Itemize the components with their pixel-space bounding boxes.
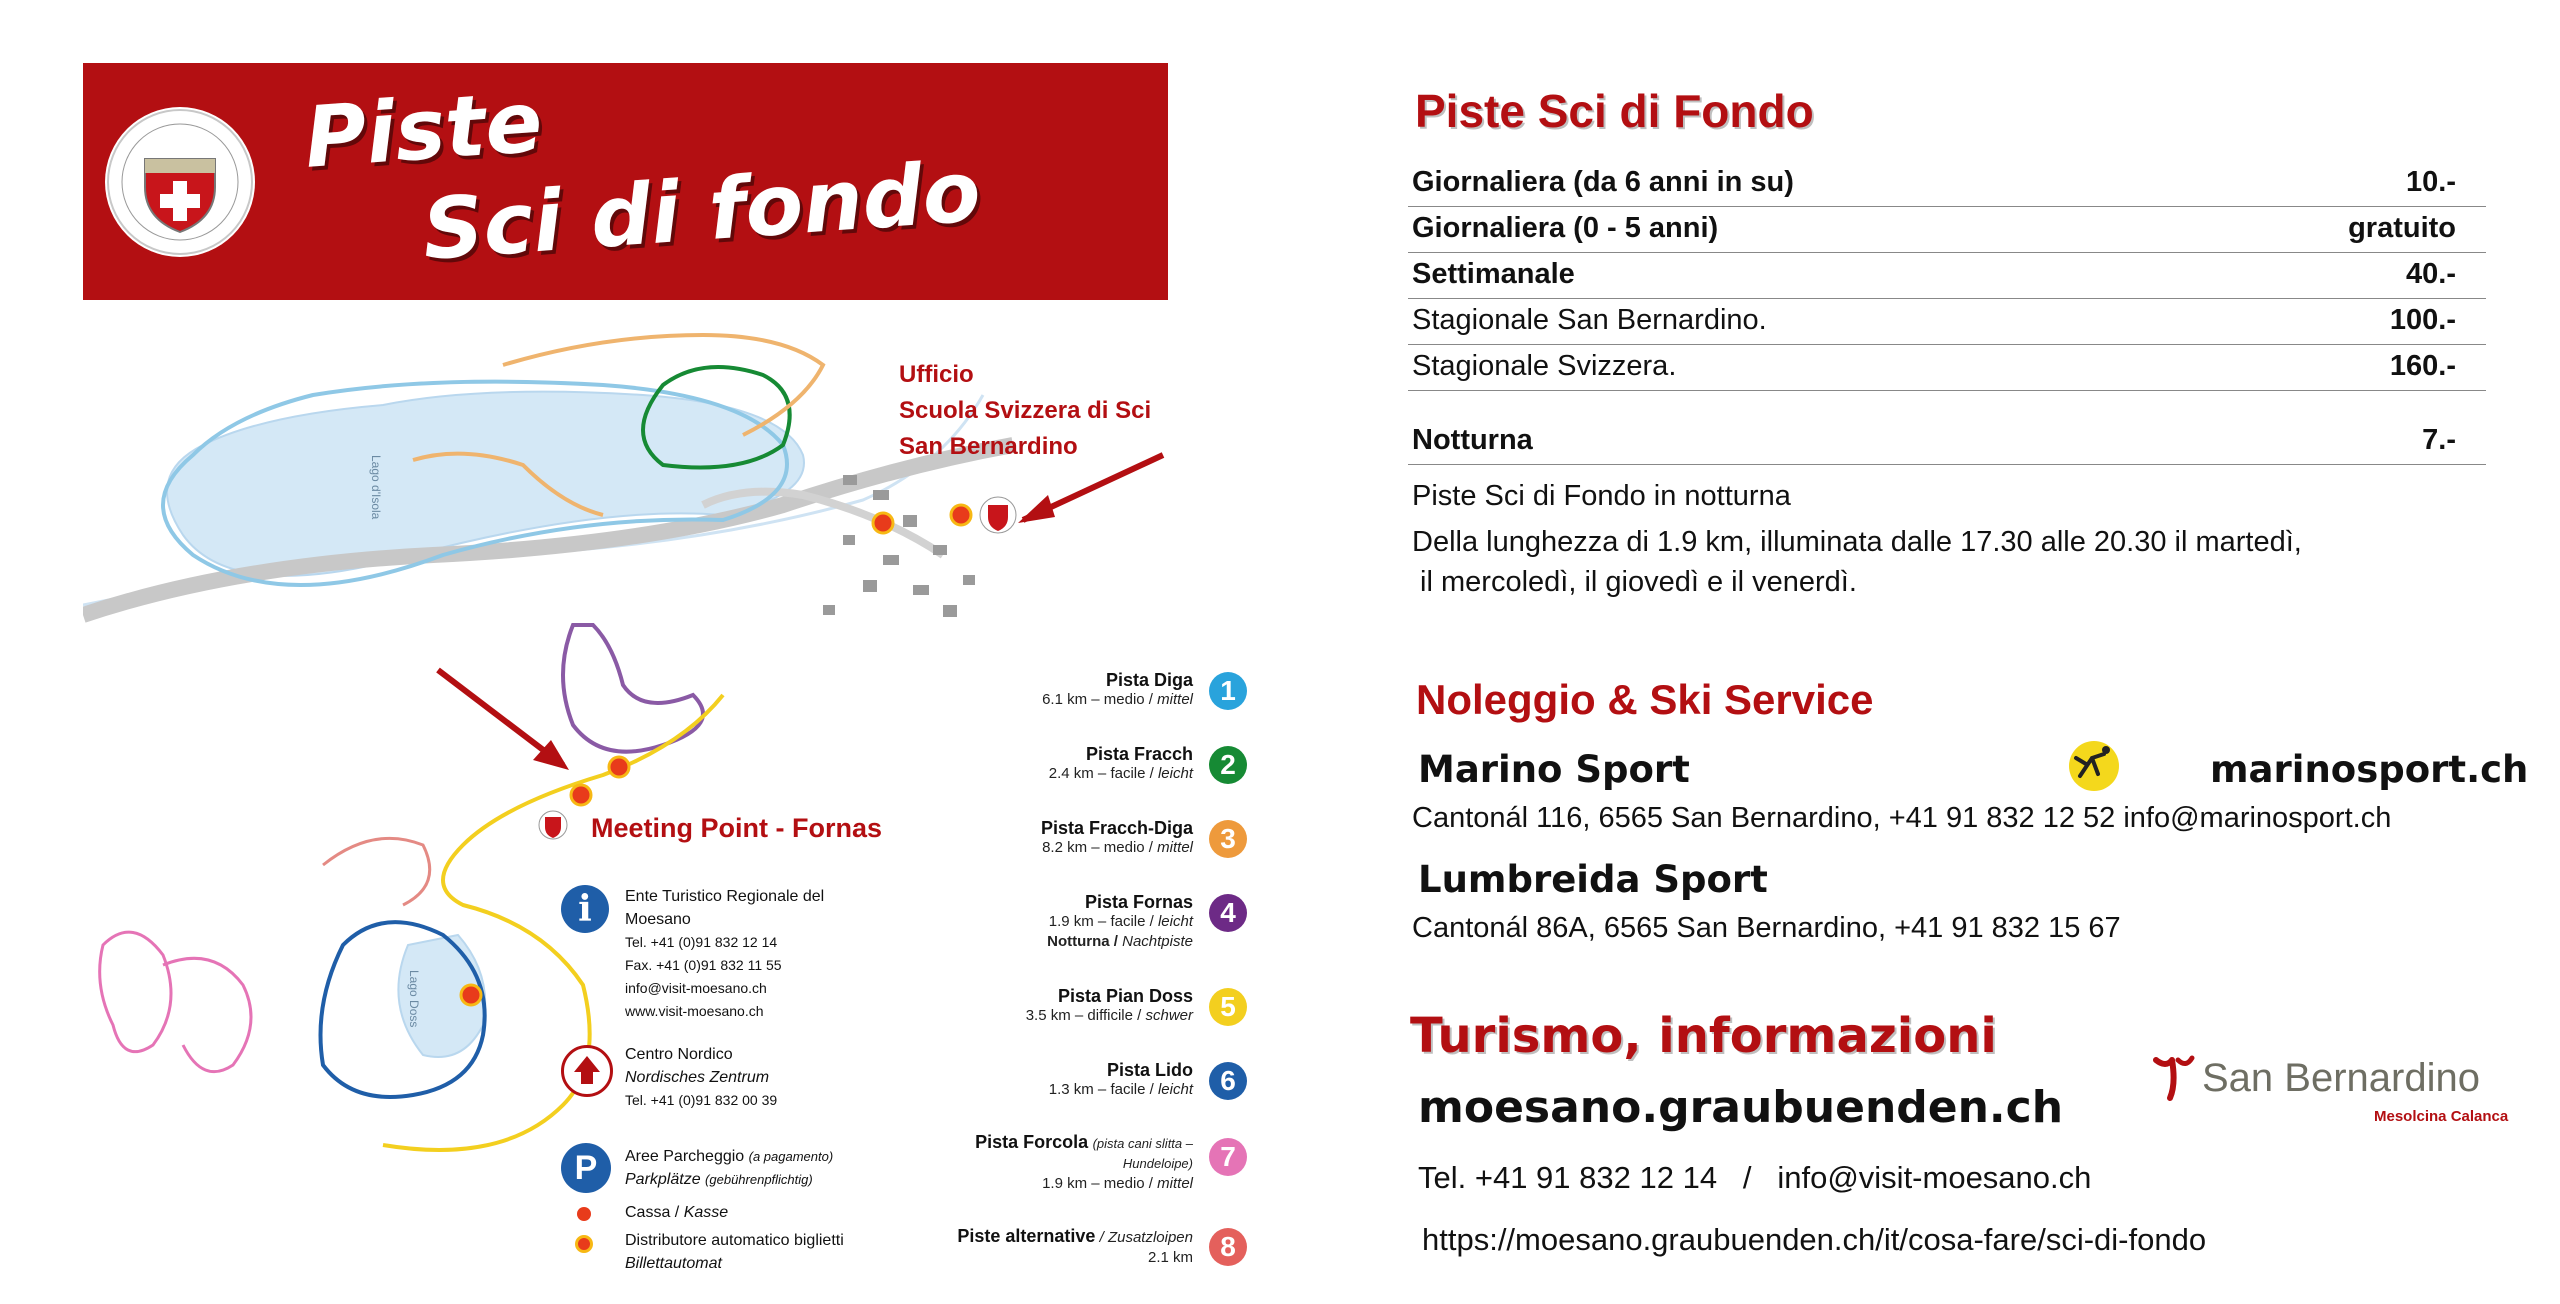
trail-name: Piste alternative	[957, 1226, 1096, 1246]
price-label: Notturna	[1412, 424, 1533, 456]
price-row	[1408, 298, 2486, 345]
nordic-line: Tel. +41 (0)91 832 00 39	[625, 1092, 778, 1108]
banner-title-line2: Sci di fondo	[419, 142, 984, 279]
trail-name-de: / Zusatzloipen	[1095, 1229, 1193, 1246]
price-label: Giornaliera (da 6 anni in su)	[1412, 166, 1794, 198]
trail-desc: 1.9 km – facile /	[1048, 913, 1158, 930]
banner-title-line1: Piste	[301, 72, 546, 187]
village-buildings	[823, 475, 995, 617]
trail-desc-de: leicht	[1157, 765, 1193, 782]
nordic-center-icon	[561, 1045, 613, 1097]
legend-trail-7	[975, 1132, 1193, 1194]
price-value: 7.-	[2422, 424, 2456, 456]
parking-note: (a pagamento)	[748, 1149, 834, 1164]
legend-trail-3	[1041, 818, 1193, 858]
trail-night-de: Nachtpiste	[1122, 933, 1193, 950]
cash-desk-text: Cassa /	[625, 1204, 684, 1221]
shop1-website[interactable]: marinosport.ch	[2210, 748, 2529, 791]
legend-trail-4	[1047, 892, 1193, 952]
lake-doss-label: Lago Doss	[407, 970, 421, 1028]
trail-note2: Hundeloipe)	[1122, 1156, 1193, 1171]
price-value: 100.-	[2389, 304, 2456, 336]
trail-desc: 2.4 km – facile /	[1048, 765, 1158, 782]
ente-line: Tel. +41 (0)91 832 12 14	[625, 934, 778, 950]
parking-label-de: Parkplätze	[625, 1171, 701, 1188]
title-banner	[83, 63, 1168, 300]
trail-3-badge: 3	[1209, 820, 1247, 858]
shop1-name: Marino Sport	[1418, 748, 1690, 791]
cash-desk-label	[625, 1201, 728, 1224]
ente-line: Fax. +41 (0)91 832 11 55	[625, 957, 782, 973]
parking-icon: P	[561, 1143, 611, 1193]
rental-title: Noleggio & Ski Service	[1416, 676, 1874, 723]
ticket-machine-icon	[575, 1235, 593, 1253]
price-value: 160.-	[2389, 350, 2456, 382]
trail-name: Pista Diga	[1105, 670, 1193, 690]
office-label-line1: Ufficio	[899, 361, 974, 388]
legend-trail-5	[1026, 986, 1193, 1026]
cash-desk-text-de: Kasse	[683, 1204, 729, 1221]
legend-trail-8	[957, 1226, 1193, 1268]
san-bernardino-logo-sub: Mesolcina Calanca	[2374, 1108, 2509, 1125]
parking-label: Aree Parcheggio	[625, 1148, 745, 1165]
price-row	[1408, 206, 2486, 253]
trail-desc-de: mittel	[1157, 839, 1193, 856]
trail-desc-de: mittel	[1157, 691, 1193, 708]
parking-note-de: (gebührenpflichtig)	[705, 1172, 813, 1187]
price-value: 10.-	[2406, 166, 2456, 198]
trail-desc-de: leicht	[1157, 913, 1193, 930]
ente-line: Ente Turistico Regionale del	[625, 888, 825, 905]
price-row	[1408, 252, 2486, 299]
trail-name: Pista Pian Doss	[1057, 986, 1193, 1006]
trail-note: (pista cani slitta –	[1092, 1136, 1193, 1151]
marino-sport-logo	[2062, 736, 2126, 794]
office-label-line2: Scuola Svizzera di Sci	[899, 397, 1152, 424]
price-label: Giornaliera (0 - 5 anni)	[1412, 212, 1719, 244]
trail-desc: 8.2 km – medio /	[1042, 839, 1158, 856]
trail-desc-de: schwer	[1145, 1007, 1193, 1024]
trail-legend	[933, 660, 1253, 1280]
night-text-line1: Della lunghezza di 1.9 km, illuminata dalle 17.30 alle 20.30 il martedì,	[1412, 526, 2302, 558]
ente-line: www.visit-moesano.ch	[625, 1003, 764, 1019]
legend-trail-1	[1042, 670, 1193, 710]
trail-desc-de: mittel	[1157, 1175, 1193, 1192]
night-text-line2: il mercoledì, il giovedì e il venerdì.	[1412, 566, 1857, 598]
trail-6-badge: 6	[1209, 1062, 1247, 1100]
trail-1-badge: 1	[1209, 672, 1247, 710]
ente-info	[625, 885, 824, 1023]
prices-title: Piste Sci di Fondo	[1415, 85, 1814, 137]
nordic-line: Nordisches Zentrum	[625, 1069, 770, 1086]
trail-2-badge: 2	[1209, 746, 1247, 784]
ente-line: Moesano	[625, 911, 691, 928]
ticket-machine-text: Distributore automatico biglietti	[625, 1232, 844, 1249]
trail-desc: 6.1 km – medio /	[1042, 691, 1158, 708]
trail-night: Notturna /	[1047, 933, 1123, 950]
trail-desc: 1.3 km – facile /	[1048, 1081, 1158, 1098]
info-icon: i	[561, 885, 609, 933]
tourism-website[interactable]: moesano.graubuenden.ch	[1418, 1082, 2064, 1133]
parking-info	[625, 1145, 833, 1191]
shop2-address: Cantonál 86A, 6565 San Bernardino, +41 91 832 15 67	[1412, 912, 2121, 944]
price-label: Stagionale Svizzera.	[1412, 350, 1677, 382]
lake-isola-label: Lago d'Isola	[369, 455, 383, 520]
ski-school-logo	[105, 107, 255, 257]
office-label-line3: San Bernardino	[899, 433, 1078, 460]
san-bernardino-logo	[2152, 1052, 2512, 1132]
tourism-contact: Tel. +41 91 832 12 14 / info@visit-moesano.ch	[1418, 1160, 2092, 1195]
san-bernardino-logo-text: San Bernardino	[2202, 1056, 2480, 1100]
trail-5-badge: 5	[1209, 988, 1247, 1026]
ticket-machine-text-de: Billettautomat	[625, 1255, 722, 1272]
night-title: Piste Sci di Fondo in notturna	[1412, 480, 1791, 512]
price-label: Stagionale San Bernardino.	[1412, 304, 1767, 336]
san-bernardino-logo-mark	[2152, 1054, 2196, 1102]
price-value: 40.-	[2406, 258, 2456, 290]
trail-desc-de: leicht	[1157, 1081, 1193, 1098]
trail-desc: 3.5 km – difficile /	[1025, 1007, 1146, 1024]
trail-name: Pista Fracch-Diga	[1040, 818, 1193, 838]
ente-line: info@visit-moesano.ch	[625, 980, 767, 996]
ski-trail-map	[83, 305, 1263, 1272]
legend-trail-2	[1049, 744, 1193, 784]
price-row	[1408, 344, 2486, 391]
trail-desc: 2.1 km	[1147, 1249, 1193, 1266]
price-row	[1408, 418, 2486, 465]
shop2-name: Lumbreida Sport	[1418, 858, 1768, 901]
trail-name: Pista Forcola	[975, 1132, 1089, 1152]
trail-8-badge: 8	[1209, 1228, 1247, 1266]
trail-4-badge: 4	[1209, 894, 1247, 932]
cash-desk-icon	[577, 1207, 591, 1221]
nordic-line: Centro Nordico	[625, 1046, 733, 1063]
trail-name: Pista Fracch	[1085, 744, 1193, 764]
price-row	[1408, 160, 2486, 207]
legend-trail-6	[1049, 1060, 1193, 1100]
price-value: gratuito	[2348, 212, 2456, 244]
price-label: Settimanale	[1412, 258, 1575, 290]
tourism-title: Turismo, informazioni	[1410, 1008, 1997, 1064]
trail-name: Pista Fornas	[1084, 892, 1193, 912]
tourism-url[interactable]: https://moesano.graubuenden.ch/it/cosa-fare/sci-di-fondo	[1422, 1222, 2207, 1257]
trail-desc: 1.9 km – medio /	[1042, 1175, 1158, 1192]
ticket-machine-label	[625, 1229, 844, 1275]
meeting-point-label: Meeting Point - Fornas	[591, 813, 883, 843]
office-label	[899, 357, 1151, 465]
shop1-address: Cantonál 116, 6565 San Bernardino, +41 91 832 12 52 info@marinosport.ch	[1412, 802, 2392, 834]
trail-name: Pista Lido	[1106, 1060, 1193, 1080]
nordic-center-info	[625, 1043, 777, 1112]
trail-7-badge: 7	[1209, 1138, 1247, 1176]
